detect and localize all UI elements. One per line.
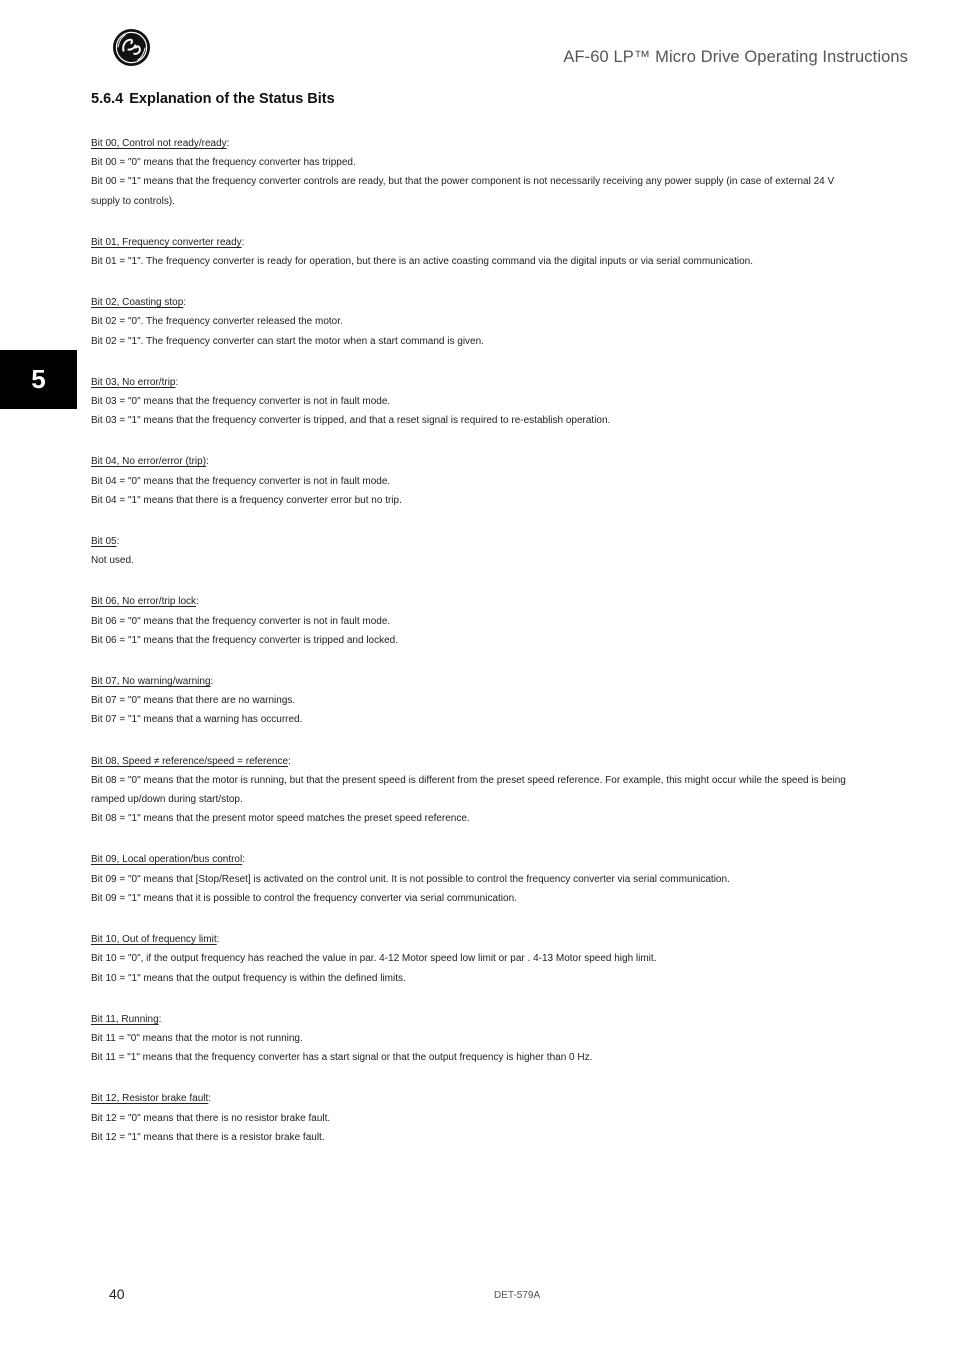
- bit-entry: [91, 373, 851, 431]
- bit-entry: [91, 452, 851, 510]
- bit-title: Bit 08, Speed ≠ reference/speed = reference: [91, 755, 289, 767]
- bit-description: Bit 02 = "0". The frequency converter released the motor.: [91, 316, 343, 328]
- bit-description: Bit 01 = "1". The frequency converter is ready for operation, but there is an active coasting command via the digital inputs or via serial communication.: [91, 256, 753, 268]
- bit-title: Bit 01, Frequency converter ready: [91, 236, 242, 248]
- bit-description: Bit 10 = "1" means that the output frequency is within the defined limits.: [91, 972, 406, 984]
- bit-description: Bit 12 = "1" means that there is a resistor brake fault.: [91, 1131, 325, 1143]
- bit-description: Bit 03 = "0" means that the frequency converter is not in fault mode.: [91, 396, 391, 408]
- bit-description: Bit 03 = "1" means that the frequency converter is tripped, and that a reset signal is required to re-establish operation.: [91, 415, 611, 427]
- bit-title: Bit 04, No error/error (trip): [91, 456, 207, 468]
- bit-heading: Bit 08, Speed ≠ reference/speed = reference:: [91, 755, 291, 767]
- bit-entry: [91, 1010, 851, 1068]
- bit-heading: Bit 05:: [91, 536, 120, 548]
- section-heading: [91, 91, 335, 107]
- bit-description: Bit 08 = "0" means that the motor is running, but that the present speed is different from the preset speed reference. For example, this might occur while the speed is being ramped up/down during start/stop.: [91, 774, 846, 806]
- bit-description: Bit 11 = "1" means that the frequency converter has a start signal or that the output frequency is higher than 0 Hz.: [91, 1052, 593, 1064]
- bit-title: Bit 06, No error/trip lock: [91, 596, 197, 608]
- bit-heading: Bit 06, No error/trip lock:: [91, 596, 199, 608]
- bit-entry: [91, 293, 851, 351]
- bit-entry: [91, 1089, 851, 1147]
- bit-heading: Bit 12, Resistor brake fault:: [91, 1093, 212, 1105]
- bit-entry: [91, 592, 851, 650]
- bit-entry: [91, 532, 851, 570]
- bit-description: Not used.: [91, 555, 134, 567]
- bit-entry: [91, 930, 851, 988]
- chapter-tab: 5: [0, 350, 77, 409]
- bit-description: Bit 11 = "0" means that the motor is not running.: [91, 1032, 303, 1044]
- bit-title: Bit 05: [91, 536, 117, 548]
- bit-description: Bit 00 = "1" means that the frequency converter controls are ready, but that the power component is not necessarily receiving any power supply (in case of external 24 V supply to controls).: [91, 176, 835, 207]
- ge-monogram-icon: [112, 28, 151, 67]
- document-code: DET-579A: [494, 1290, 541, 1301]
- status-bits-list: [91, 134, 851, 1169]
- bit-heading: Bit 04, No error/error (trip):: [91, 456, 209, 468]
- bit-title: Bit 10, Out of frequency limit: [91, 934, 217, 946]
- bit-title: Bit 11, Running: [91, 1013, 159, 1025]
- bit-heading: Bit 03, No error/trip:: [91, 376, 179, 388]
- bit-description: Bit 09 = "1" means that it is possible to control the frequency converter via serial communication.: [91, 892, 517, 904]
- bit-description: Bit 04 = "1" means that there is a frequency converter error but no trip.: [91, 494, 402, 506]
- bit-description: Bit 02 = "1". The frequency converter can start the motor when a start command is given.: [91, 335, 484, 347]
- bit-entry: [91, 850, 851, 908]
- bit-description: Bit 07 = "0" means that there are no warnings.: [91, 695, 296, 707]
- bit-description: Bit 12 = "0" means that there is no resistor brake fault.: [91, 1112, 331, 1124]
- bit-description: Bit 06 = "1" means that the frequency converter is tripped and locked.: [91, 634, 398, 646]
- document-title: AF-60 LP™ Micro Drive Operating Instructions: [563, 48, 908, 66]
- bit-heading: Bit 09, Local operation/bus control:: [91, 854, 245, 866]
- bit-description: Bit 08 = "1" means that the present motor speed matches the preset speed reference.: [91, 813, 470, 825]
- bit-description: Bit 07 = "1" means that a warning has occurred.: [91, 714, 303, 726]
- bit-description: Bit 09 = "0" means that [Stop/Reset] is activated on the control unit. It is not possible to control the frequency converter via serial communication.: [91, 873, 730, 885]
- section-title: Explanation of the Status Bits: [129, 91, 335, 107]
- bit-title: Bit 03, No error/trip: [91, 376, 176, 388]
- bit-title: Bit 07, No warning/warning: [91, 676, 211, 688]
- bit-title: Bit 02, Coasting stop: [91, 297, 184, 309]
- bit-heading: Bit 00, Control not ready/ready:: [91, 138, 230, 149]
- bit-title: Bit 09, Local operation/bus control: [91, 854, 243, 866]
- bit-entry: [91, 752, 851, 829]
- bit-heading: Bit 01, Frequency converter ready:: [91, 236, 245, 248]
- bit-title: Bit 12, Resistor brake fault: [91, 1093, 209, 1105]
- bit-heading: Bit 07, No warning/warning:: [91, 676, 214, 688]
- page-number: 40: [109, 1286, 125, 1302]
- bit-description: Bit 10 = "0", if the output frequency has reached the value in par. 4-12 Motor speed low limit or par . 4-13 Motor speed high limit.: [91, 953, 657, 965]
- bit-description: Bit 04 = "0" means that the frequency converter is not in fault mode.: [91, 475, 391, 487]
- section-number: 5.6.4: [91, 91, 124, 107]
- bit-entry: [91, 672, 851, 730]
- bit-entry: [91, 233, 851, 271]
- bit-description: Bit 06 = "0" means that the frequency converter is not in fault mode.: [91, 615, 391, 627]
- bit-entry: [91, 134, 851, 211]
- bit-heading: Bit 10, Out of frequency limit:: [91, 934, 220, 946]
- bit-description: Bit 00 = "0" means that the frequency converter has tripped.: [91, 157, 356, 169]
- bit-heading: Bit 11, Running:: [91, 1013, 162, 1025]
- bit-title: Bit 00, Control not ready/ready: [91, 138, 227, 149]
- bit-heading: Bit 02, Coasting stop:: [91, 297, 187, 309]
